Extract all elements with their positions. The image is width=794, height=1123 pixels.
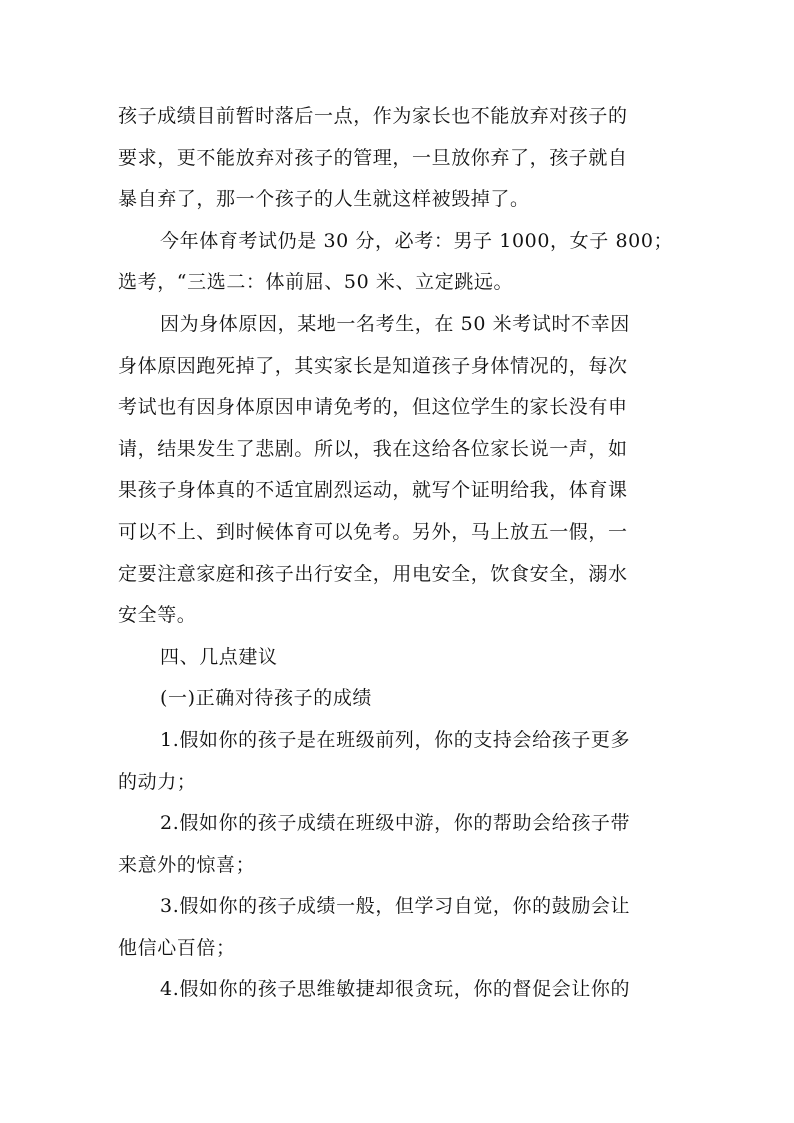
paragraph-line: 因为身体原因，某地一名考生，在 50 米考试时不幸因 bbox=[160, 312, 630, 335]
paragraph-line: 请，结果发生了悲剧。所以，我在这给各位家长说一声，如 bbox=[118, 437, 628, 460]
subsection-heading: (一)正确对待孩子的成绩 bbox=[160, 687, 373, 710]
paragraph-line: 暴自弃了，那一个孩子的人生就这样被毁掉了。 bbox=[118, 188, 530, 211]
list-item-continuation: 的动力； bbox=[118, 770, 197, 793]
list-item-continuation: 来意外的惊喜； bbox=[118, 853, 256, 876]
list-item: 3.假如你的孩子成绩一般，但学习自觉，你的鼓励会让 bbox=[160, 895, 631, 918]
body-text bbox=[118, 96, 678, 1011]
paragraph-line: 定要注意家庭和孩子出行安全，用电安全，饮食安全，溺水 bbox=[118, 562, 628, 585]
paragraph-line: 果孩子身体真的不适宜剧烈运动，就写个证明给我，体育课 bbox=[118, 479, 628, 502]
paragraph-line: 孩子成绩目前暂时落后一点，作为家长也不能放弃对孩子的 bbox=[118, 105, 628, 127]
paragraph-line: 要求，更不能放弃对孩子的管理，一旦放你弃了，孩子就自 bbox=[118, 146, 628, 169]
paragraph-line: 身体原因跑死掉了，其实家长是知道孩子身体情况的，每次 bbox=[118, 354, 628, 377]
list-item-continuation: 他信心百倍； bbox=[118, 936, 236, 959]
section-heading: 四、几点建议 bbox=[160, 645, 278, 668]
list-item: 2.假如你的孩子成绩在班级中游，你的帮助会给孩子带 bbox=[160, 812, 631, 835]
list-item: 1.假如你的孩子是在班级前列，你的支持会给孩子更多 bbox=[160, 728, 631, 751]
paragraph-line: 今年体育考试仍是 30 分，必考：男子 1000，女子 800； bbox=[160, 229, 674, 252]
paragraph-line: 选考，“三选二：体前屈、50 米、立定跳远。 bbox=[118, 271, 514, 294]
paragraph-line: 考试也有因身体原因申请免考的，但这位学生的家长没有申 bbox=[118, 396, 628, 419]
paragraph-line: 可以不上、到时候体育可以免考。另外，马上放五一假，一 bbox=[118, 520, 628, 543]
paragraph-line: 安全等。 bbox=[118, 604, 197, 627]
list-item: 4.假如你的孩子思维敏捷却很贪玩，你的督促会让你的 bbox=[160, 978, 631, 1001]
